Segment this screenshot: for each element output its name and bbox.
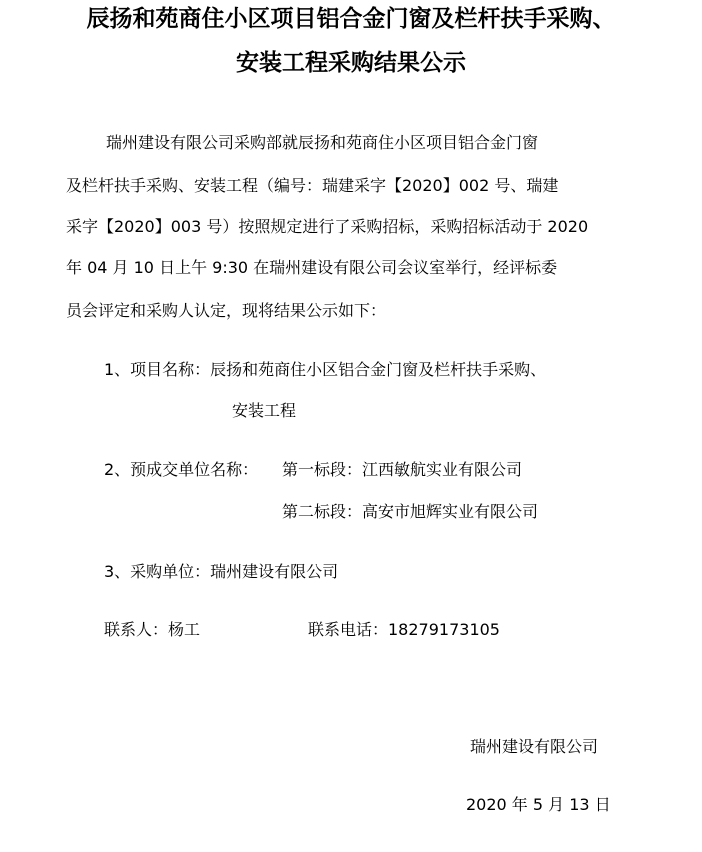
contact-person: 联系人：杨工	[104, 620, 201, 639]
item-2-label: 2、预成交单位名称：	[104, 460, 259, 479]
signature-company: 瑞州建设有限公司	[470, 737, 599, 756]
title-line-1: 辰扬和苑商住小区项目铝合金门窗及栏杆扶手采购、	[86, 5, 616, 32]
intro-line-2: 及栏杆扶手采购、安装工程（编号：瑞建采字【2020】002 号、瑞建	[66, 176, 559, 195]
signature-date: 2020 年 5 月 13 日	[466, 795, 611, 814]
intro-line-4: 年 04 月 10 日上午 9:30 在瑞州建设有限公司会议室举行，经评标委	[66, 258, 558, 277]
title-line-2: 安装工程采购结果公示	[236, 49, 466, 76]
item-1-project-name-cont: 安装工程	[232, 401, 297, 420]
item-3-purchaser: 3、采购单位：瑞州建设有限公司	[104, 562, 339, 581]
intro-line-5: 员会评定和采购人认定，现将结果公示如下：	[66, 301, 387, 320]
intro-line-1: 瑞州建设有限公司采购部就辰扬和苑商住小区项目铝合金门窗	[106, 133, 539, 152]
item-2-section-1: 第一标段：江西敏航实业有限公司	[282, 460, 523, 479]
contact-phone: 联系电话：18279173105	[308, 620, 500, 639]
item-2-section-2: 第二标段：高安市旭辉实业有限公司	[282, 502, 539, 521]
item-1-project-name: 1、项目名称：辰扬和苑商住小区铝合金门窗及栏杆扶手采购、	[104, 360, 547, 379]
intro-line-3: 采字【2020】003 号）按照规定进行了采购招标，采购招标活动于 2020	[66, 217, 589, 236]
